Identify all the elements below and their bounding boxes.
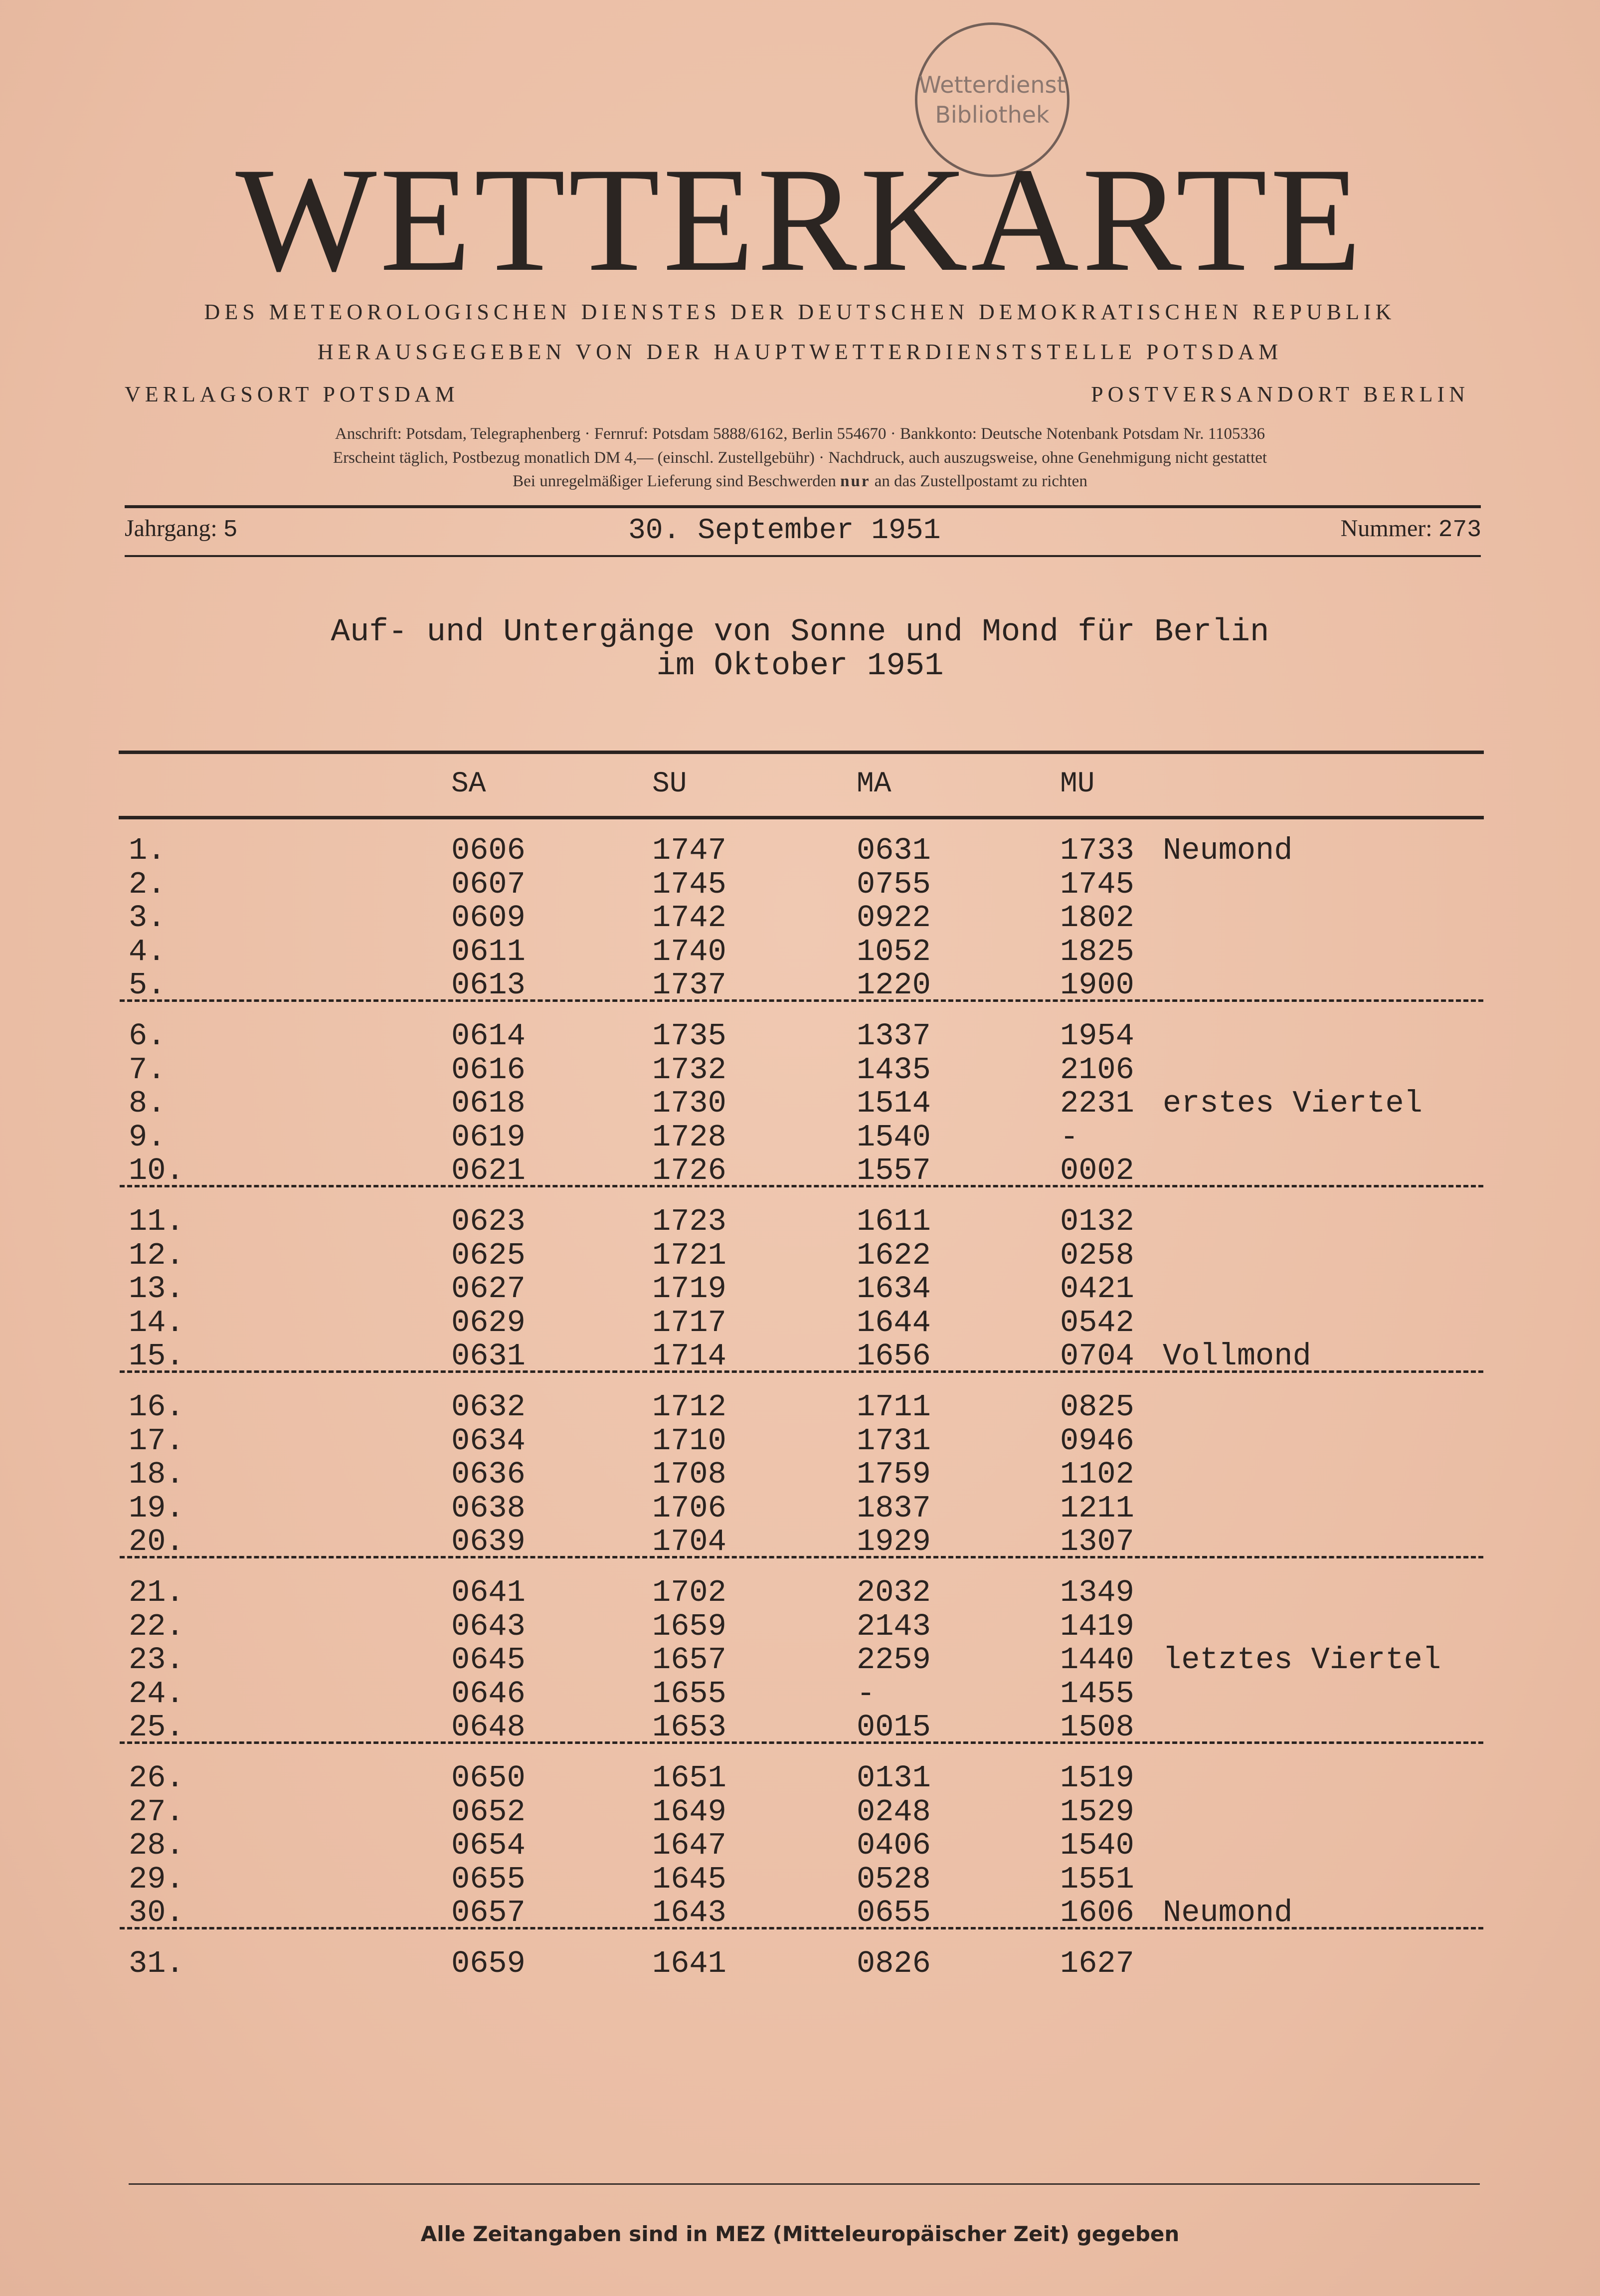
cell-day: 8. (129, 1086, 166, 1122)
cell-day: 9. (129, 1119, 166, 1155)
cell-moonrise: 2143 (857, 1608, 931, 1644)
cell-moonset: 1745 (1060, 866, 1134, 902)
table-row (0, 1239, 1600, 1273)
cell-moonset: 2106 (1060, 1052, 1134, 1088)
cell-day: 14. (129, 1305, 184, 1340)
table-rule-top (119, 751, 1484, 754)
cell-sunset: 1710 (652, 1423, 726, 1459)
cell-moonrise: 0528 (857, 1861, 931, 1897)
cell-sunset: 1657 (652, 1642, 726, 1678)
cell-day: 19. (129, 1490, 184, 1526)
subtitle-line-2: HERAUSGEGEBEN VON DER HAUPTWETTERDIENSTSTELLE POTSDAM (317, 340, 1283, 364)
publishing-place: VERLAGSORT POTSDAM (125, 382, 459, 406)
cell-sunrise: 0636 (451, 1457, 526, 1493)
cell-moonrise: 0015 (857, 1710, 931, 1745)
cell-sunset: 1717 (652, 1305, 726, 1340)
cell-moonset: 1606 (1060, 1895, 1134, 1931)
cell-sunset: 1721 (652, 1237, 726, 1273)
cell-moonrise: 0406 (857, 1828, 931, 1864)
cell-sunset: 1732 (652, 1052, 726, 1088)
cell-sunrise: 0643 (451, 1608, 526, 1644)
table-row (0, 1863, 1600, 1897)
masthead-title: WETTERKARTE (235, 137, 1365, 302)
cell-sunset: 1719 (652, 1271, 726, 1307)
cell-sunrise: 0632 (451, 1389, 526, 1425)
cell-sunrise: 0631 (451, 1339, 526, 1374)
cell-moonrise: 1711 (857, 1389, 931, 1425)
cell-day: 4. (129, 934, 166, 969)
cell-moonrise: 1622 (857, 1237, 931, 1273)
cell-sunset: 1712 (652, 1389, 726, 1425)
footer-rule (129, 2183, 1480, 2185)
cell-moonset: 0825 (1060, 1389, 1134, 1425)
group-separator (120, 1741, 1483, 1744)
cell-sunset: 1653 (652, 1710, 726, 1745)
subtitle-line-1: DES METEOROLOGISCHEN DIENSTES DER DEUTSCHEN DEMOKRATISCHEN REPUBLIK (204, 300, 1396, 324)
cell-day: 26. (129, 1760, 184, 1796)
cell-moonrise: 0131 (857, 1760, 931, 1796)
table-row (0, 1272, 1600, 1306)
cell-day: 23. (129, 1642, 184, 1678)
cell-moonset: 0946 (1060, 1423, 1134, 1459)
issue-number (1341, 515, 1481, 544)
group-separator (120, 1185, 1483, 1187)
table-row (0, 1947, 1600, 1981)
cell-moonset: 0258 (1060, 1237, 1134, 1273)
cell-moonset: 0704 (1060, 1339, 1134, 1374)
table-row (0, 1711, 1600, 1744)
cell-day: 1. (129, 833, 166, 868)
number-value: 273 (1438, 517, 1481, 544)
info-line-3-emphasis: nur (840, 472, 871, 490)
cell-sunrise: 0638 (451, 1490, 526, 1526)
cell-sunrise: 0627 (451, 1271, 526, 1307)
cell-moonrise: 0248 (857, 1794, 931, 1830)
cell-sunrise: 0655 (451, 1861, 526, 1897)
cell-sunset: 1704 (652, 1524, 726, 1560)
cell-day: 12. (129, 1237, 184, 1273)
table-row (0, 1458, 1600, 1492)
cell-sunrise: 0657 (451, 1895, 526, 1931)
cell-day: 31. (129, 1946, 184, 1981)
table-row (0, 1154, 1600, 1188)
cell-day: 30. (129, 1895, 184, 1931)
cell-sunset: 1706 (652, 1490, 726, 1526)
table-row (0, 1610, 1600, 1644)
cell-sunrise: 0607 (451, 866, 526, 902)
column-header-ma: MA (857, 768, 891, 800)
cell-sunrise: 0648 (451, 1710, 526, 1745)
cell-sunset: 1659 (652, 1608, 726, 1644)
table-row (0, 968, 1600, 1002)
cell-moonrise: 0631 (857, 833, 931, 868)
cell-sunset: 1735 (652, 1018, 726, 1054)
issue-rule-bottom (125, 555, 1481, 557)
table-row (0, 1424, 1600, 1458)
cell-sunrise: 0652 (451, 1794, 526, 1830)
cell-sunrise: 0629 (451, 1305, 526, 1340)
cell-sunset: 1740 (652, 934, 726, 969)
cell-sunset: 1645 (652, 1861, 726, 1897)
cell-day: 11. (129, 1204, 184, 1239)
cell-moonset: 1211 (1060, 1490, 1134, 1526)
cell-sunset: 1714 (652, 1339, 726, 1374)
cell-sunset: 1737 (652, 967, 726, 1003)
cell-day: 22. (129, 1608, 184, 1644)
cell-day: 29. (129, 1861, 184, 1897)
table-row (0, 1019, 1600, 1053)
cell-moonset: 0542 (1060, 1305, 1134, 1340)
column-header-mu: MU (1060, 768, 1095, 800)
cell-moonset: 1529 (1060, 1794, 1134, 1830)
table-row (0, 1795, 1600, 1829)
cell-moonset: 1455 (1060, 1676, 1134, 1712)
cell-moonset: 1519 (1060, 1760, 1134, 1796)
cell-moonrise: 1656 (857, 1339, 931, 1374)
cell-day: 27. (129, 1794, 184, 1830)
cell-sunset: 1726 (652, 1153, 726, 1189)
stamp-line-1: Wetterdienst (918, 71, 1066, 98)
cell-moonset: - (1060, 1119, 1079, 1155)
table-row (0, 1053, 1600, 1087)
cell-sunset: 1747 (652, 833, 726, 868)
cell-moonrise: 0922 (857, 900, 931, 936)
table-row (0, 901, 1600, 935)
cell-sunset: 1708 (652, 1457, 726, 1493)
number-label: Nummer: (1340, 515, 1432, 542)
cell-day: 7. (129, 1052, 166, 1088)
cell-sunrise: 0613 (451, 967, 526, 1003)
cell-moonrise: - (857, 1676, 876, 1712)
cell-day: 28. (129, 1828, 184, 1864)
cell-moonrise: 1337 (857, 1018, 931, 1054)
cell-moon-phase: letztes Viertel (1163, 1642, 1441, 1678)
cell-moonset: 0421 (1060, 1271, 1134, 1307)
cell-sunrise: 0625 (451, 1237, 526, 1273)
cell-sunrise: 0609 (451, 900, 526, 936)
cell-moonrise: 1557 (857, 1153, 931, 1189)
cell-moonrise: 1929 (857, 1524, 931, 1560)
cell-sunset: 1730 (652, 1086, 726, 1122)
table-row (0, 1829, 1600, 1863)
cell-sunrise: 0611 (451, 934, 526, 969)
cell-sunset: 1745 (652, 866, 726, 902)
cell-moonset: 1551 (1060, 1861, 1134, 1897)
group-separator (120, 999, 1483, 1002)
table-row (0, 1896, 1600, 1930)
info-line-3 (0, 472, 1600, 491)
cell-day: 24. (129, 1676, 184, 1712)
cell-moonrise: 0655 (857, 1895, 931, 1931)
cell-moonset: 1627 (1060, 1946, 1134, 1981)
table-row (0, 1761, 1600, 1795)
cell-day: 21. (129, 1575, 184, 1610)
cell-sunset: 1647 (652, 1828, 726, 1864)
issue-date: 30. September 1951 (628, 515, 941, 547)
cell-moonset: 1954 (1060, 1018, 1134, 1054)
cell-day: 10. (129, 1153, 184, 1189)
cell-day: 13. (129, 1271, 184, 1307)
column-header-sa: SA (451, 768, 486, 800)
cell-day: 5. (129, 967, 166, 1003)
table-row (0, 1525, 1600, 1559)
cell-moonrise: 1514 (857, 1086, 931, 1122)
group-separator (120, 1370, 1483, 1373)
info-line-3-part-a: Bei unregelmäßiger Lieferung sind Beschwerden (513, 472, 836, 490)
cell-sunrise: 0621 (451, 1153, 526, 1189)
cell-moonrise: 1435 (857, 1052, 931, 1088)
cell-day: 25. (129, 1710, 184, 1745)
table-row (0, 1576, 1600, 1610)
group-separator (120, 1556, 1483, 1558)
cell-sunset: 1649 (652, 1794, 726, 1830)
cell-moonrise: 1052 (857, 934, 931, 969)
cell-sunrise: 0614 (451, 1018, 526, 1054)
table-row (0, 1087, 1600, 1121)
cell-moonrise: 0755 (857, 866, 931, 902)
table-row (0, 1677, 1600, 1711)
cell-day: 3. (129, 900, 166, 936)
cell-day: 15. (129, 1339, 184, 1374)
info-line-3-part-c: an das Zustellpostamt zu richten (874, 472, 1087, 490)
table-row (0, 1492, 1600, 1526)
cell-moonset: 1349 (1060, 1575, 1134, 1610)
cell-moonset: 1733 (1060, 833, 1134, 868)
cell-day: 2. (129, 866, 166, 902)
cell-moon-phase: Neumond (1163, 1895, 1293, 1931)
issue-year (125, 515, 238, 544)
cell-sunset: 1728 (652, 1119, 726, 1155)
cell-moonset: 1508 (1060, 1710, 1134, 1745)
cell-sunrise: 0659 (451, 1946, 526, 1981)
cell-sunrise: 0616 (451, 1052, 526, 1088)
cell-sunset: 1651 (652, 1760, 726, 1796)
cell-sunset: 1723 (652, 1204, 726, 1239)
table-row (0, 868, 1600, 902)
mailing-place: POSTVERSANDORT BERLIN (1091, 382, 1469, 406)
cell-sunrise: 0634 (451, 1423, 526, 1459)
column-header-su: SU (652, 768, 687, 800)
cell-moon-phase: Vollmond (1163, 1339, 1311, 1374)
info-line-1: Anschrift: Potsdam, Telegraphenberg · Fernruf: Potsdam 5888/6162, Berlin 554670 · Bankkonto: Deutsche Notenbank Potsdam Nr. 1105336 (335, 425, 1265, 443)
cell-day: 17. (129, 1423, 184, 1459)
cell-moonrise: 1644 (857, 1305, 931, 1340)
cell-day: 16. (129, 1389, 184, 1425)
cell-moonrise: 2032 (857, 1575, 931, 1610)
table-row (0, 1205, 1600, 1239)
cell-moonrise: 1611 (857, 1204, 931, 1239)
table-row (0, 935, 1600, 969)
cell-moonset: 0002 (1060, 1153, 1134, 1189)
group-separator (120, 1927, 1483, 1929)
table-title-line-2: im Oktober 1951 (656, 648, 944, 684)
cell-moonrise: 1837 (857, 1490, 931, 1526)
cell-moonset: 1540 (1060, 1828, 1134, 1864)
cell-moonset: 1419 (1060, 1608, 1134, 1644)
cell-moonrise: 0826 (857, 1946, 931, 1981)
year-label: Jahrgang: (125, 515, 217, 542)
cell-sunrise: 0639 (451, 1524, 526, 1560)
cell-sunrise: 0645 (451, 1642, 526, 1678)
table-row (0, 1306, 1600, 1340)
table-row (0, 1390, 1600, 1424)
cell-day: 20. (129, 1524, 184, 1560)
table-row (0, 1339, 1600, 1373)
cell-moon-phase: Neumond (1163, 833, 1293, 868)
cell-moonrise: 1759 (857, 1457, 931, 1493)
cell-sunset: 1742 (652, 900, 726, 936)
cell-moonrise: 1731 (857, 1423, 931, 1459)
cell-sunrise: 0646 (451, 1676, 526, 1712)
cell-moonrise: 1220 (857, 967, 931, 1003)
cell-moonset: 2231 (1060, 1086, 1134, 1122)
cell-day: 18. (129, 1457, 184, 1493)
cell-moonset: 1440 (1060, 1642, 1134, 1678)
table-rule-header (119, 816, 1484, 819)
year-value: 5 (223, 517, 238, 544)
table-row (0, 834, 1600, 868)
cell-moonset: 0132 (1060, 1204, 1134, 1239)
cell-moon-phase: erstes Viertel (1163, 1086, 1422, 1122)
cell-moonset: 1825 (1060, 934, 1134, 969)
cell-sunrise: 0650 (451, 1760, 526, 1796)
cell-day: 6. (129, 1018, 166, 1054)
issue-rule-top (125, 505, 1481, 508)
cell-sunrise: 0606 (451, 833, 526, 868)
cell-moonset: 1802 (1060, 900, 1134, 936)
cell-sunrise: 0641 (451, 1575, 526, 1610)
cell-sunset: 1655 (652, 1676, 726, 1712)
cell-sunrise: 0654 (451, 1828, 526, 1864)
cell-moonset: 1102 (1060, 1457, 1134, 1493)
footer-note: Alle Zeitangaben sind in MEZ (Mitteleuropäischer Zeit) gegeben (420, 2222, 1180, 2246)
cell-sunset: 1643 (652, 1895, 726, 1931)
stamp-line-2: Bibliothek (935, 101, 1050, 128)
cell-sunrise: 0618 (451, 1086, 526, 1122)
cell-moonset: 1307 (1060, 1524, 1134, 1560)
cell-moonrise: 1634 (857, 1271, 931, 1307)
cell-sunset: 1641 (652, 1946, 726, 1981)
cell-moonrise: 2259 (857, 1642, 931, 1678)
cell-sunset: 1702 (652, 1575, 726, 1610)
table-title-line-1: Auf- und Untergänge von Sonne und Mond für Berlin (331, 614, 1269, 650)
info-line-2: Erscheint täglich, Postbezug monatlich DM 4,— (einschl. Zustellgebühr) · Nachdruck, auch auszugsweise, ohne Genehmigung nicht gestattet (333, 449, 1267, 467)
cell-sunrise: 0623 (451, 1204, 526, 1239)
cell-moonrise: 1540 (857, 1119, 931, 1155)
cell-moonset: 1900 (1060, 967, 1134, 1003)
table-row (0, 1121, 1600, 1154)
table-row (0, 1643, 1600, 1677)
cell-sunrise: 0619 (451, 1119, 526, 1155)
